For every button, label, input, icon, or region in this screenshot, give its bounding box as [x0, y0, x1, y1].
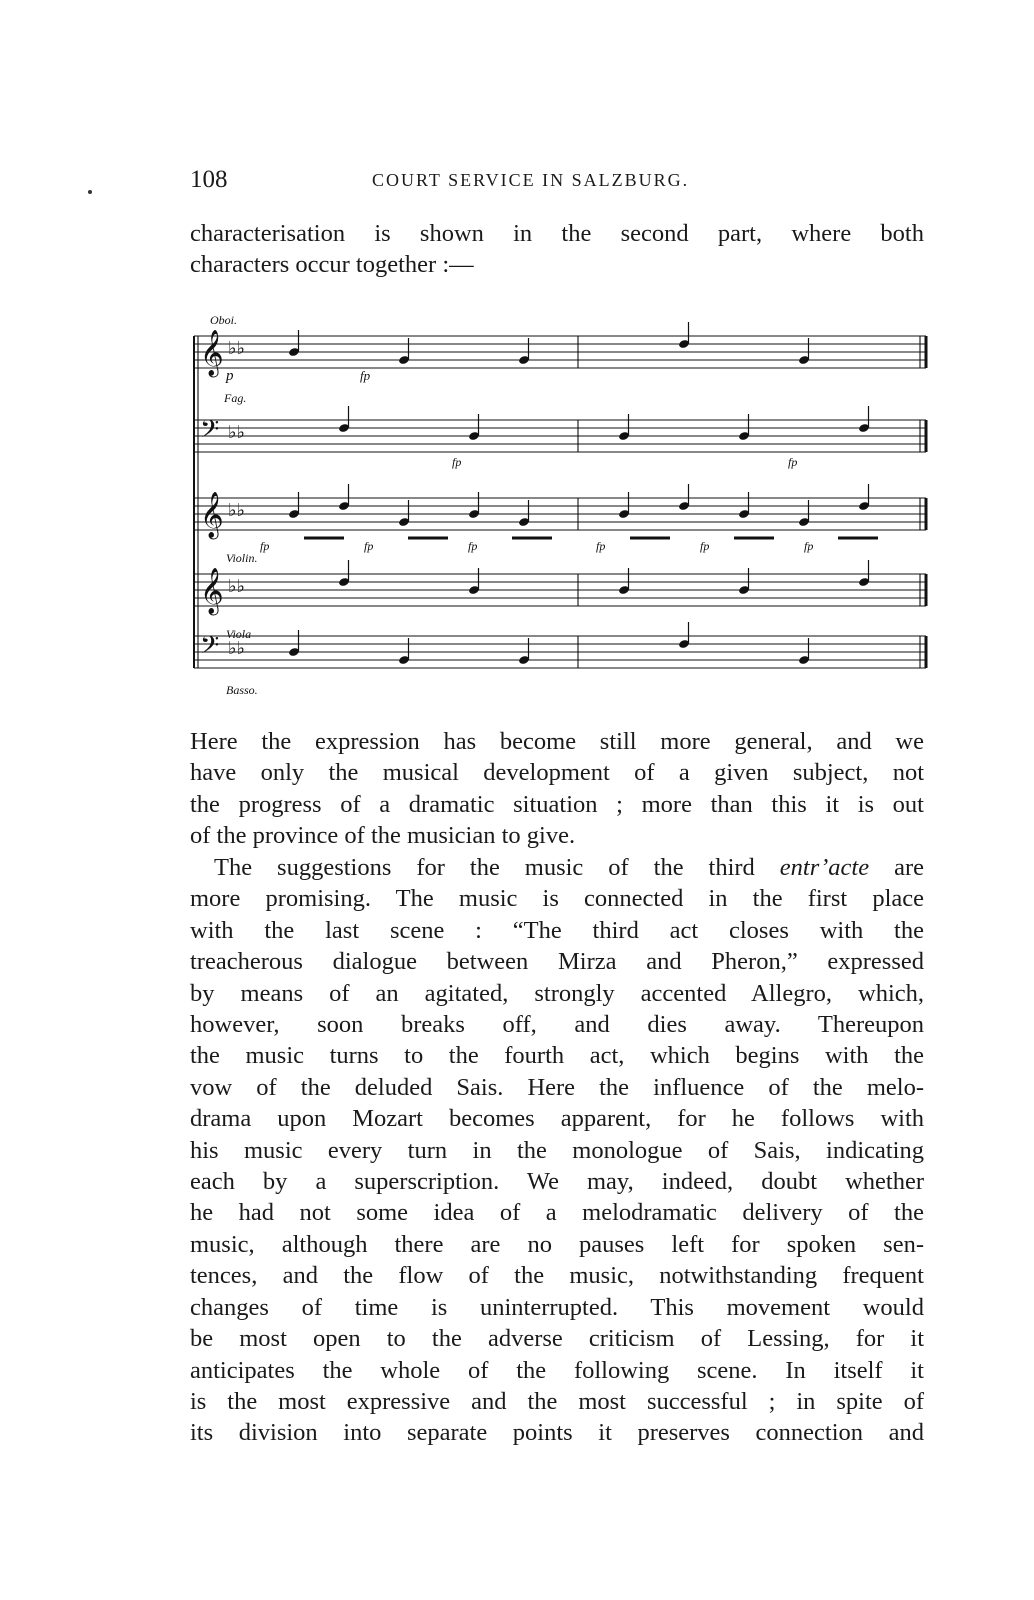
label-oboi: Oboi.	[210, 313, 237, 327]
text-line: its division into separate points it preserves connection and	[190, 1419, 924, 1447]
text-line: each by a superscription. We may, indeed, doubt whether	[190, 1168, 924, 1196]
text-line: treacherous dialogue between Mirza and Pheron,” expressed	[190, 948, 924, 976]
text-line: his music every turn in the monologue of Sais, indicating	[190, 1136, 924, 1164]
text-line: more promising. The music is connected in the first place	[190, 885, 924, 913]
text-line: the music turns to the fourth act, which begins with the	[190, 1042, 924, 1070]
text-line: is the most expressive and the most successful ; in spite of	[190, 1387, 924, 1415]
dynamic-fp: fp	[804, 539, 814, 553]
text-line: the progress of a dramatic situation ; more than this it is out	[190, 790, 924, 818]
text-line: he had not some idea of a melodramatic delivery of the	[190, 1199, 924, 1227]
musical-score	[184, 298, 944, 698]
intro-paragraph	[190, 218, 924, 281]
text-line: The suggestions for the music of the third entr’acte are	[214, 854, 924, 881]
svg-text:♭♭: ♭♭	[228, 338, 245, 359]
text-line: of the province of the musician to give.	[190, 822, 576, 850]
text-line: characterisation is shown in the second part, where both	[190, 220, 924, 247]
svg-text:♭♭: ♭♭	[228, 422, 245, 443]
text-line: be most open to the adverse criticism of Lessing, for it	[190, 1325, 924, 1353]
dynamic-fp: fp	[360, 368, 371, 383]
label-fag: Fag.	[224, 391, 247, 405]
text-line: changes of time is uninterrupted. This movement would	[190, 1293, 924, 1321]
page-number: 108	[190, 166, 228, 193]
text-line: have only the musical development of a given subject, not	[190, 759, 924, 787]
score-notes	[200, 322, 878, 666]
dynamic-fp: fp	[468, 539, 478, 553]
svg-text:♭♭: ♭♭	[228, 500, 245, 521]
text-line: tences, and the flow of the music, notwithstanding frequent	[190, 1262, 924, 1290]
label-violin: Violin.	[226, 551, 258, 565]
dynamic-p: p	[226, 368, 234, 384]
svg-text:♭♭: ♭♭	[228, 576, 245, 597]
text-line: characters occur together :—	[190, 251, 474, 279]
text-line: vow of the deluded Sais. Here the influence of the melo-	[190, 1073, 924, 1101]
svg-text:𝄢: 𝄢	[200, 631, 220, 666]
svg-text:𝄞: 𝄞	[200, 492, 224, 538]
svg-text:𝄞: 𝄞	[200, 568, 224, 614]
dynamic-fp: fp	[700, 539, 710, 553]
text-line: by means of an agitated, strongly accented Allegro, which,	[190, 979, 924, 1007]
svg-text:𝄞: 𝄞	[200, 330, 224, 376]
dynamic-fp: fp	[452, 455, 462, 469]
page-header	[190, 166, 920, 196]
text-line: music, although there are no pauses left for spoken sen-	[190, 1230, 924, 1258]
svg-text:𝄢: 𝄢	[200, 415, 220, 450]
text-line: drama upon Mozart becomes apparent, for he follows with	[190, 1105, 924, 1133]
body-paragraph	[190, 726, 924, 852]
dynamic-fp: fp	[596, 539, 606, 553]
text-line: with the last scene : “The third act closes with the	[190, 916, 924, 944]
italic-term: entr’acte	[779, 854, 870, 881]
score-staves	[194, 336, 926, 668]
text-line: however, soon breaks off, and dies away. Thereupon	[190, 1011, 924, 1039]
text-line: Here the expression has become still more general, and we	[190, 728, 924, 755]
dynamic-fp: fp	[364, 539, 374, 553]
dynamic-fp: fp	[788, 455, 798, 469]
svg-text:♭♭: ♭♭	[228, 638, 245, 659]
text-line: anticipates the whole of the following scene. In itself it	[190, 1356, 924, 1384]
label-basso: Basso.	[226, 683, 258, 697]
label-viola: Viola	[226, 627, 252, 641]
margin-dot	[88, 190, 92, 194]
body-paragraph-2	[190, 852, 924, 1449]
dynamic-fp: fp	[260, 539, 270, 553]
running-head: COURT SERVICE IN SALZBURG.	[372, 170, 690, 190]
paragraph-lines	[190, 883, 924, 1448]
